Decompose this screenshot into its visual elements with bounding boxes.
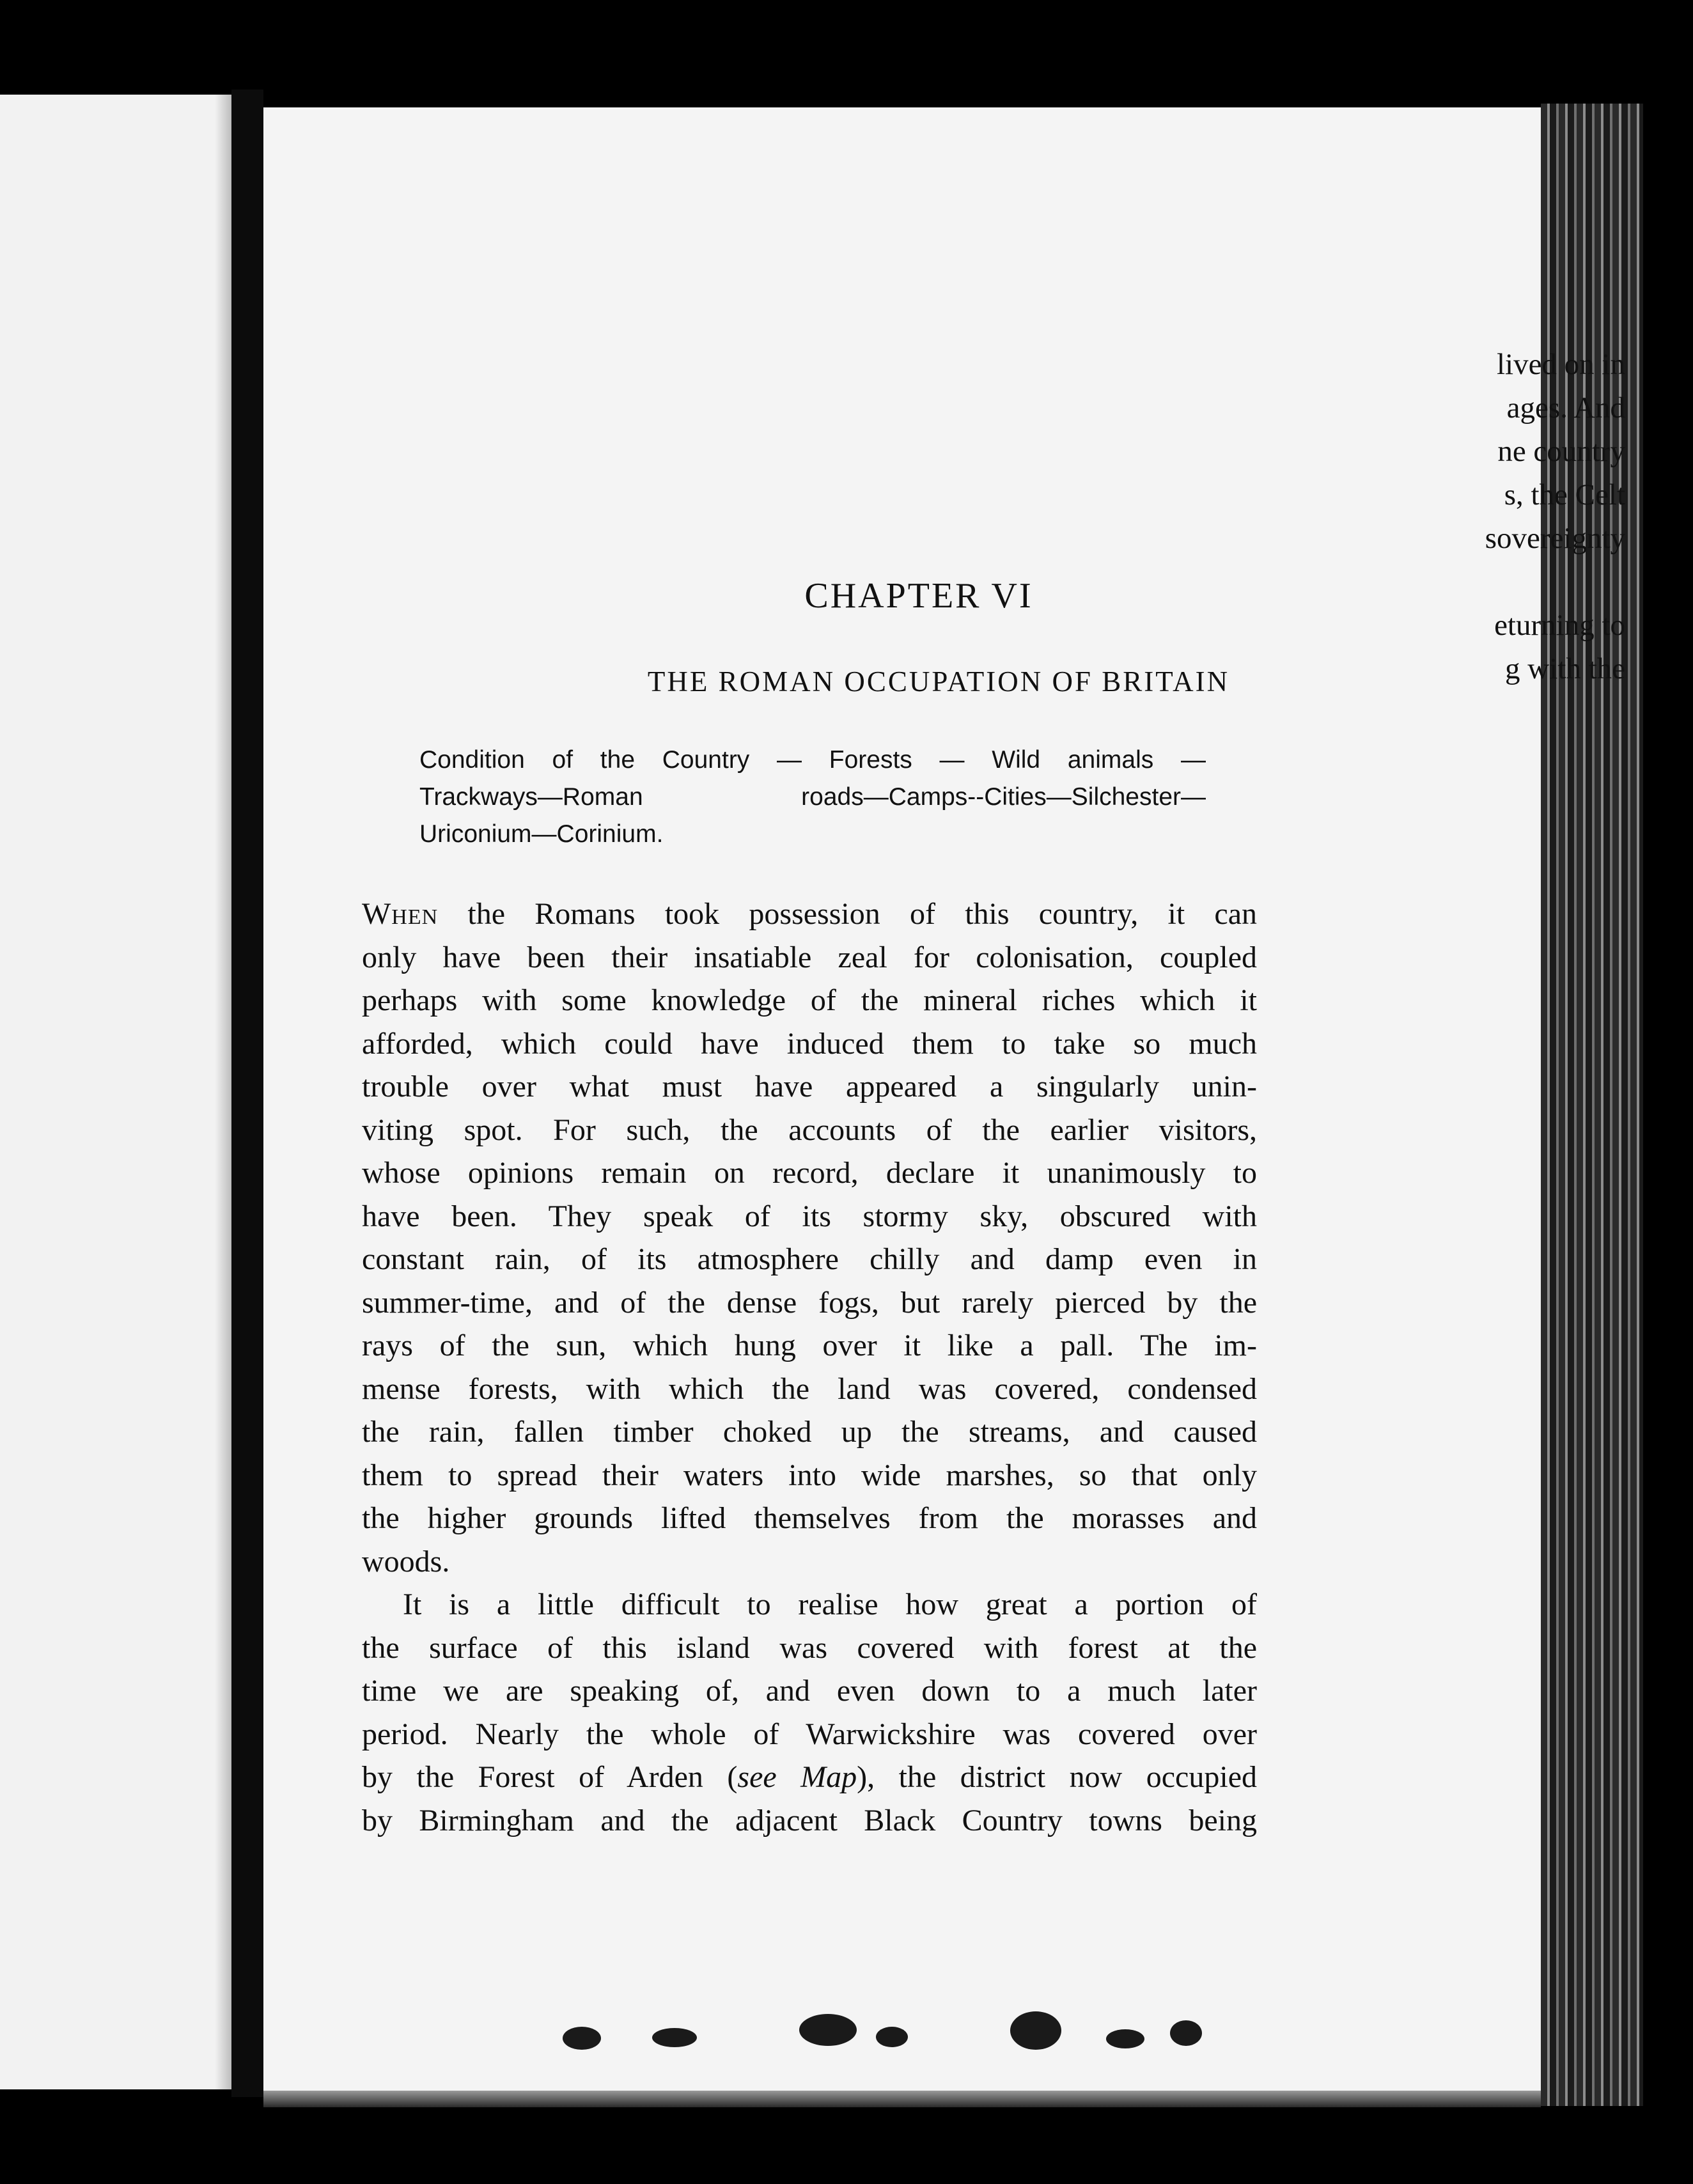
chapter-title: THE ROMAN OCCUPATION OF BRITAIN: [647, 666, 1230, 698]
left-page-line: s, the Celt: [1504, 478, 1625, 511]
body-line: them to spread their waters into wide marshes, so that only: [362, 1458, 1257, 1492]
left-page-line: ne country: [1497, 435, 1625, 468]
body-line: only have been their insatiable zeal for colonisation, coupled: [362, 940, 1257, 974]
body-line: the surface of this island was covered with forest at the: [362, 1630, 1257, 1665]
ink-stain: [1010, 2011, 1061, 2050]
ink-stain: [799, 2014, 857, 2046]
book-gutter: [231, 90, 263, 2097]
ink-stain: [563, 2027, 601, 2050]
body-line: whose opinions remain on record, declare it unanimously to: [362, 1156, 1257, 1190]
body-line: time we are speaking of, and even down to a much later: [362, 1674, 1257, 1708]
body-line: woods.: [362, 1544, 450, 1579]
body-line: constant rain, of its atmosphere chilly and damp even in: [362, 1242, 1257, 1276]
synopsis-line: Uriconium—Corinium.: [419, 820, 664, 848]
ink-stain: [876, 2027, 908, 2047]
text-after-map-ref: ), the district now occupied: [857, 1760, 1257, 1794]
body-line: trouble over what must have appeared a singularly unin-: [362, 1070, 1257, 1104]
body-line: summer-time, and of the dense fogs, but rarely pierced by the: [362, 1285, 1257, 1320]
text-before-map-ref: by the Forest of Arden (: [362, 1760, 738, 1794]
map-reference: see Map: [737, 1760, 857, 1794]
left-page-line: g with the: [1505, 652, 1625, 685]
left-page: [0, 95, 231, 2089]
left-page-line: lived on in: [1496, 348, 1625, 381]
body-line-map-reference: [362, 1756, 1257, 1799]
paragraph-1-first-line: [362, 893, 1257, 936]
body-line: viting spot. For such, the accounts of the earlier visitors,: [362, 1112, 1257, 1147]
left-page-text-block: [1306, 343, 1625, 560]
body-line: by Birmingham and the adjacent Black Country towns being: [362, 1803, 1257, 1837]
body-line: mense forests, with which the land was covered, condensed: [362, 1371, 1257, 1406]
body-line: rays of the sun, which hung over it like a pall. The im-: [362, 1329, 1257, 1362]
body-line: perhaps with some knowledge of the mineral riches which it: [362, 983, 1257, 1017]
left-page-line: eturning to: [1494, 609, 1625, 642]
body-line: the higher grounds lifted themselves from the morasses and: [362, 1501, 1257, 1535]
ink-stain: [1170, 2020, 1202, 2046]
synopsis-line: Trackways—Roman roads—Camps--Cities—Silchester—: [419, 783, 1206, 811]
chapter-synopsis: [419, 742, 1206, 853]
synopsis-line: Condition of the Country — Forests — Wild animals —: [419, 746, 1206, 774]
chapter-number: CHAPTER VI: [804, 576, 1033, 616]
body-line: the rain, fallen timber choked up the streams, and caused: [362, 1415, 1257, 1449]
body-line: afforded, which could have induced them to take so much: [362, 1026, 1257, 1061]
page-bottom-edge: [263, 2091, 1541, 2107]
left-page-shadow: [215, 95, 231, 2089]
first-line-text: the Romans took possession of this country, it can: [438, 897, 1257, 931]
body-line: period. Nearly the whole of Warwickshire was covered over: [362, 1717, 1257, 1751]
body-line: have been. They speak of its stormy sky, obscured with: [362, 1199, 1257, 1233]
left-page-line: ages. And: [1506, 391, 1625, 425]
left-page-line: sovereignty: [1485, 522, 1625, 555]
body-line: It is a little difficult to realise how great a portion of: [403, 1587, 1257, 1621]
ink-stain: [1106, 2029, 1144, 2048]
ink-stain: [652, 2028, 697, 2047]
chapter-body: [362, 893, 1257, 1842]
drop-word: When: [362, 897, 439, 931]
